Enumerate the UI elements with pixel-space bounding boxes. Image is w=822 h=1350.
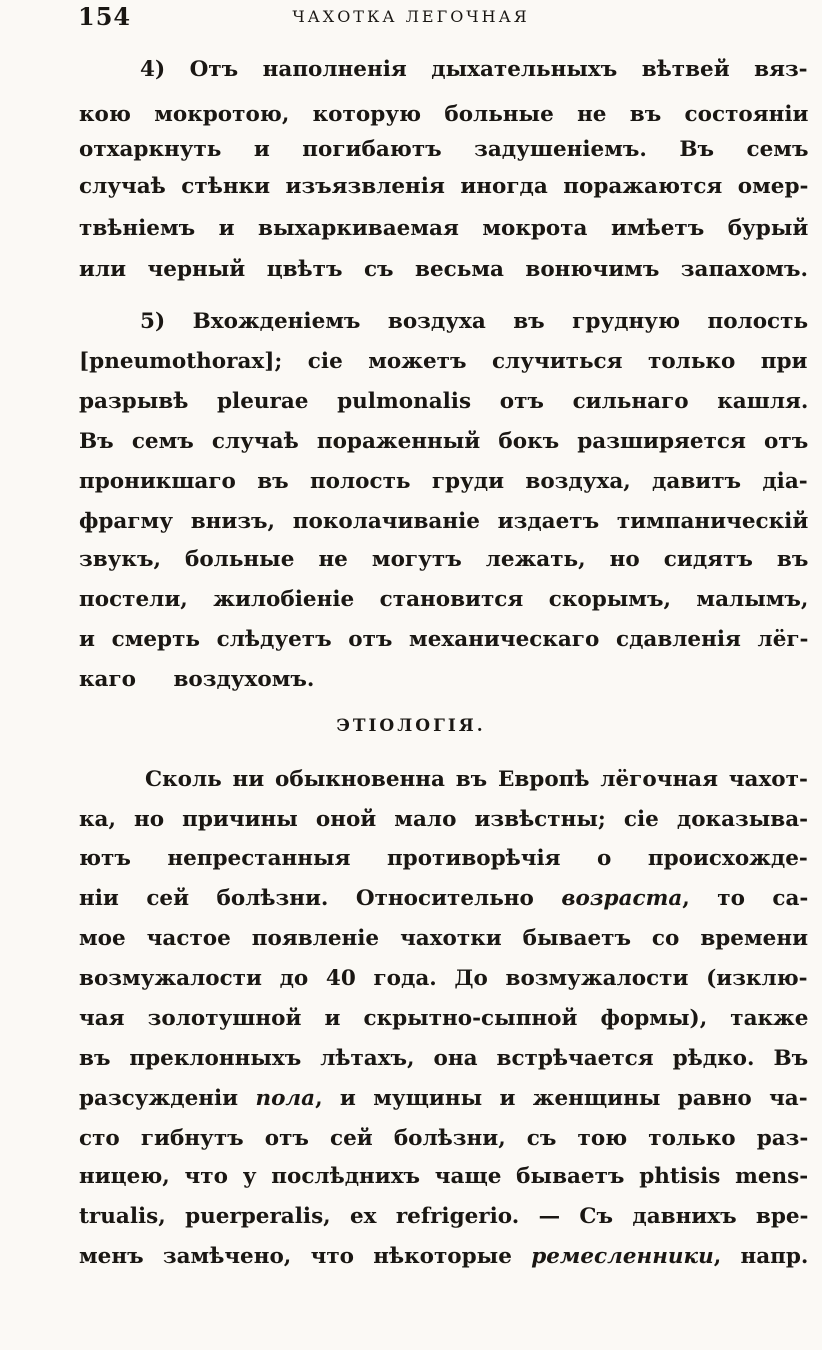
page-header [0,2,822,42]
text-line: или черный цвѣтъ съ весьма вонючимъ запахомъ. [79,257,808,282]
text-line: мое частое появленіе чахотки бываетъ со времени [79,926,809,951]
text-line: случаѣ стѣнки изъязвленія иногда поражаются омер- [79,174,809,199]
text-line [79,877,808,921]
italic-term: ремесленники [531,1244,714,1269]
text-line: сто гибнутъ отъ сей болѣзни, съ тою только раз- [79,1126,809,1151]
text-line: trualis, puerperalis, ex refrigerio. — Съ давнихъ вре- [79,1204,809,1229]
text-line: ницею, что у послѣднихъ чаще бываетъ phtisis mens- [79,1164,809,1189]
text-line: 5) Вхожденіемъ воздуха въ грудную полость [140,309,809,334]
text-line: въ преклонныхъ лѣтахъ, она встрѣчается рѣдко. Въ [79,1046,809,1071]
text-run: , напр. [713,1244,809,1269]
text-line: твѣніемъ и выхаркиваемая мокрота имѣетъ бурый [79,216,809,241]
text-run: , то са- [682,886,809,911]
italic-term: пола [255,1086,316,1111]
text-line: ка, но причины оной мало извѣстны; сіе доказыва- [79,807,809,832]
text-line: Въ семъ случаѣ пораженный бокъ разширяется отъ [79,429,809,454]
text-line: каго воздухомъ. [79,667,315,692]
text-line [79,1077,808,1121]
text-run: разсужденіи [79,1086,256,1111]
text-line: отхаркнуть и погибаютъ задушеніемъ. Въ семъ [79,137,809,162]
text-line: возмужалости до 40 года. До возмужалости (изклю- [79,966,808,991]
text-line: ютъ непрестанныя противорѣчія о происхожде- [79,846,808,871]
text-line: чая золотушной и скрытно-сыпной формы), также [79,1006,809,1031]
page-number: 154 [78,2,132,31]
text-line: Сколь ни обыкновенна въ Европѣ лёгочная чахот- [145,767,808,792]
text-line: проникшаго въ полость груди воздуха, давитъ діа- [79,469,808,494]
text-run: , и мущины и женщины равно ча- [315,1086,808,1111]
italic-term: возраста [561,886,683,911]
text-line: фрагму внизъ, поколачиваніе издаетъ тимпаническій [79,509,809,534]
text-line [79,1235,808,1279]
text-line: [pneumothorax]; сіе можетъ случиться только при [79,349,808,374]
text-run: ніи сей болѣзни. Относительно [79,886,562,911]
text-run: менъ замѣчено, что нѣкоторые [79,1244,532,1269]
text-line: постели, жилобіеніе становится скорымъ, малымъ, [79,587,809,612]
text-line: 4) Отъ наполненія дыхательныхъ вѣтвей вяз- [140,57,808,82]
running-head: ЧАХОТКА ЛЕГОЧНАЯ [292,7,530,26]
text-line: разрывѣ pleurae pulmonalis отъ сильнаго кашля. [79,389,809,414]
section-heading: ЭТІОЛОГІЯ. [336,716,486,736]
text-line: и смерть слѣдуетъ отъ механическаго сдавленія лёг- [79,627,809,652]
text-line: кою мокротою, которую больные не въ состояніи [79,102,809,127]
text-line: звукъ, больные не могутъ лежать, но сидятъ въ [79,547,809,572]
